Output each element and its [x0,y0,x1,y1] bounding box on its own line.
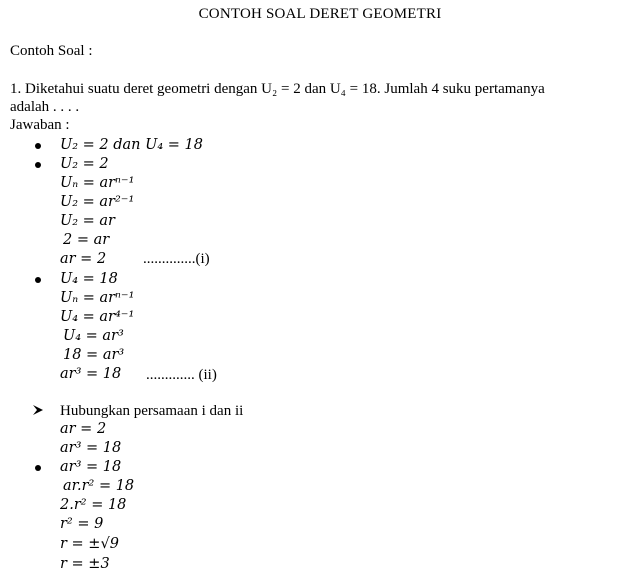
solve-eq-3: 2.r² = 18 [60,497,127,513]
eq-ii-3: U₄ = ar⁴⁻¹ [60,309,135,325]
intro-label: Contoh Soal : [10,43,93,59]
eq-i-5: 2 = ar [63,232,110,248]
bullet-4 [35,465,41,471]
eq-i-1: U₂ = 2 [60,156,109,172]
bullet-3 [35,277,41,283]
solve-eq-4: r² = 9 [60,516,104,532]
solve-eq-2: ar.r² = 18 [63,478,135,494]
solve-eq-5: r = ±√9 [60,536,119,552]
solve-eq-1: ar³ = 18 [60,459,122,475]
step-given: U₂ = 2 dan U₄ = 18 [60,137,203,153]
bullet-1 [35,143,41,149]
connect-label: Hubungkan persamaan i dan ii [60,403,244,419]
connect-eq-2: ar³ = 18 [60,440,122,456]
connect-eq-1: ar = 2 [60,421,107,437]
eq-ii-1: U₄ = 18 [60,271,118,287]
eq-ii-4: U₄ = ar³ [63,328,124,344]
eq-ii-6: ar³ = 18 [60,366,122,382]
eq-ii-tag: ............. (ii) [146,367,217,383]
eq-ii-5: 18 = ar³ [63,347,125,363]
eq-ii-2: Uₙ = arⁿ⁻¹ [60,290,135,306]
page-title: CONTOH SOAL DERET GEOMETRI [198,6,442,22]
question-line-2: adalah . . . . [10,99,80,115]
eq-i-6: ar = 2 [60,251,107,267]
solve-eq-6: r = ±3 [60,556,110,572]
question-line-1: 1. Diketahui suatu deret geometri dengan U₂ = 2 dan U₄ = 18. Jumlah 4 suku pertamanya [10,81,545,97]
arrow-bullet-icon [32,404,44,416]
answer-label: Jawaban : [10,117,70,133]
eq-i-2: Uₙ = arⁿ⁻¹ [60,175,135,191]
eq-i-4: U₂ = ar [60,213,115,229]
eq-i-3: U₂ = ar²⁻¹ [60,194,135,210]
bullet-2 [35,162,41,168]
eq-i-tag: ..............(i) [143,251,210,267]
